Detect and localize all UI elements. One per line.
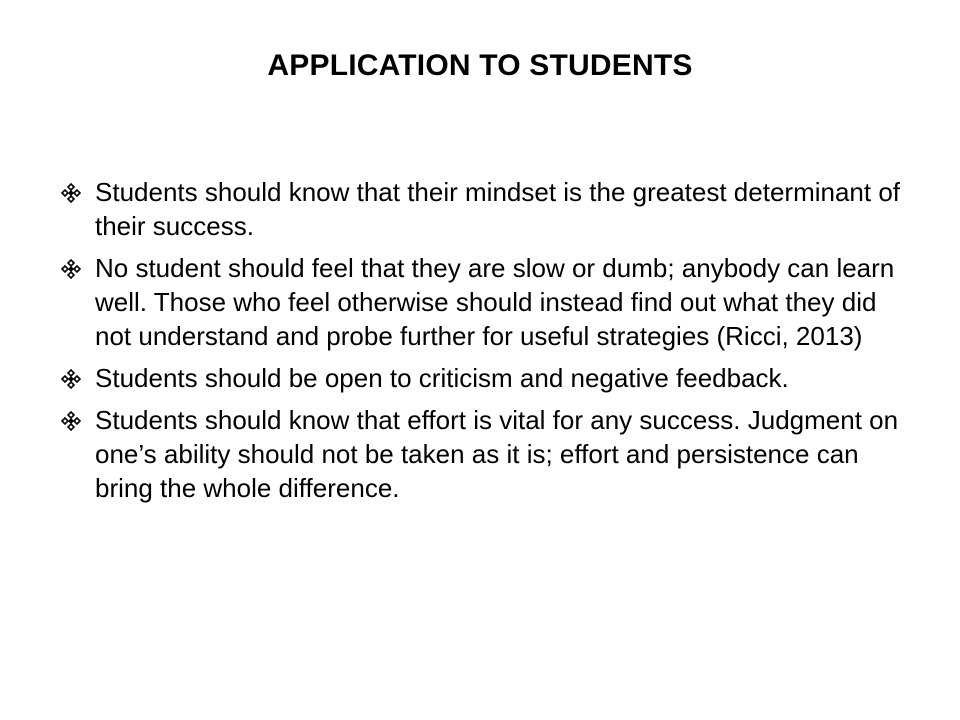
bullet-text: Students should know that effort is vital for any success. Judgment on one’s ability should not be taken as it is; effort and persistence can bring the whole difference. — [95, 405, 899, 503]
bullet-item — [58, 175, 918, 243]
bullet-text: Students should be open to criticism and negative feedback. — [95, 363, 789, 393]
bullet-item — [58, 403, 918, 505]
bullet-item — [58, 361, 918, 395]
bullet-item — [58, 251, 918, 353]
slide-title: APPLICATION TO STUDENTS — [267, 49, 693, 82]
four-diamond-icon — [61, 259, 81, 279]
four-diamond-icon — [61, 183, 81, 203]
four-diamond-icon — [61, 369, 81, 389]
bullet-text: No student should feel that they are slow or dumb; anybody can learn well. Those who feel otherwise should instead find out what they did not understand and probe further for useful strategies (Ricci, 2013) — [95, 253, 895, 351]
bullet-text: Students should know that their mindset is the greatest determinant of their success. — [95, 177, 901, 241]
bullet-list — [58, 175, 918, 513]
four-diamond-icon — [61, 411, 81, 431]
